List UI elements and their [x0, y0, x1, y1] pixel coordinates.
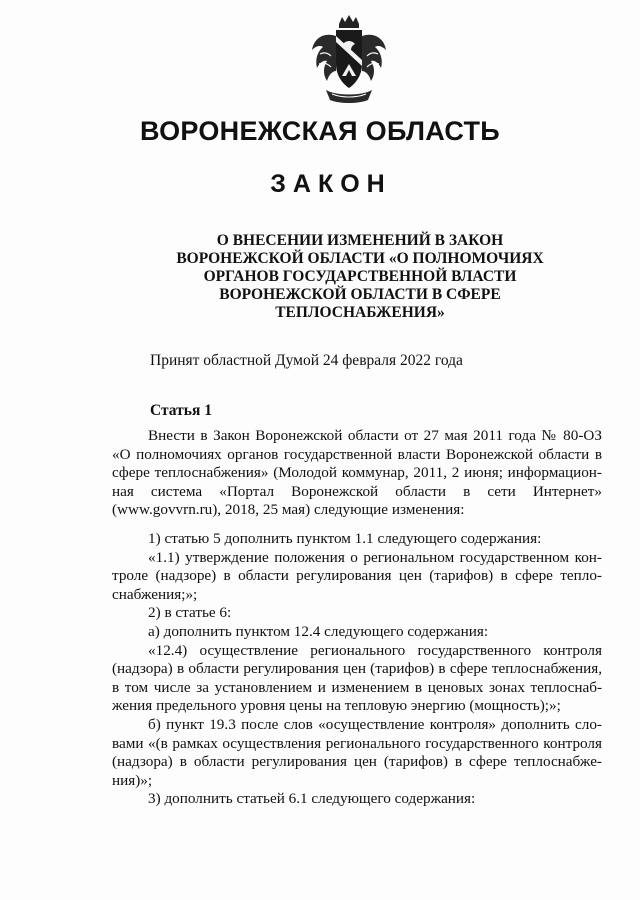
text-line: (надзора) в области регулирования цен (тарифов) в сфере теплоснабже-: [112, 753, 602, 771]
law-title-line: ВОРОНЕЖСКОЙ ОБЛАСТИ «О ПОЛНОМОЧИЯХ: [176, 250, 544, 267]
text-line: ния)»;: [112, 771, 153, 789]
text-line: сфере теплоснабжения» (Молодой коммунар, 2011, 2 июня; информацион-: [112, 464, 602, 482]
text-line: 2) в статье 6:: [148, 604, 232, 622]
law-title-line: ТЕПЛОСНАБЖЕНИЯ»: [275, 304, 445, 321]
article-changes-list: [112, 530, 602, 809]
article-intro-paragraph: [112, 427, 602, 520]
text-line: (www.govvrn.ru), 2018, 25 мая) следующие изменения:: [112, 501, 465, 519]
text-line: а) дополнить пунктом 12.4 следующего содержания:: [148, 622, 489, 640]
text-line: б) пункт 19.3 после слов «осуществление контроля» дополнить сло-: [148, 715, 602, 733]
text-line: жения предельного уровня цены на тепловую энергию (мощность);»;: [112, 697, 561, 715]
article-heading: Статья 1: [150, 402, 212, 419]
text-line: ная система «Портал Воронежской области в сети Интернет»: [112, 482, 602, 500]
law-title-line: О ВНЕСЕНИИ ИЗМЕНЕНИЙ В ЗАКОН: [216, 232, 504, 249]
text-line: (надзора) в области регулирования цен (тарифов) в сфере теплоснабжения,: [112, 660, 602, 678]
text-line: 1) статью 5 дополнить пунктом 1.1 следующего содержания:: [148, 530, 542, 547]
text-line: «О полномочиях органов государственной власти Воронежской области в: [112, 445, 602, 463]
text-line: «1.1) утверждение положения о региональном государственном кон-: [148, 548, 602, 566]
text-line: «12.4) осуществление регионального государственного контроля: [148, 641, 602, 659]
text-line: Внести в Закон Воронежской области от 27 мая 2011 года № 80-ОЗ: [148, 427, 602, 444]
document-type-title: ЗАКОН: [270, 170, 392, 198]
text-line: 3) дополнить статьей 6.1 следующего содержания:: [148, 790, 476, 808]
text-line: вами «(в рамках осуществления регионального государственного контроля: [112, 734, 602, 752]
law-title-line: ОРГАНОВ ГОСУДАРСТВЕННОЙ ВЛАСТИ: [203, 268, 517, 285]
adoption-note: Принят областной Думой 24 февраля 2022 года: [150, 352, 463, 369]
law-title: [120, 232, 600, 322]
text-line: в том числе за установлением и изменением в ценовых зонах теплоснаб-: [112, 678, 602, 696]
coat-of-arms-icon: [306, 14, 392, 110]
region-title: ВОРОНЕЖСКАЯ ОБЛАСТЬ: [139, 116, 501, 146]
law-title-line: ВОРОНЕЖСКОЙ ОБЛАСТИ В СФЕРЕ: [219, 286, 501, 303]
text-line: троле (надзоре) в области регулирования цен (тарифов) в сфере тепло-: [112, 567, 602, 585]
text-line: снабжения;»;: [112, 585, 198, 603]
